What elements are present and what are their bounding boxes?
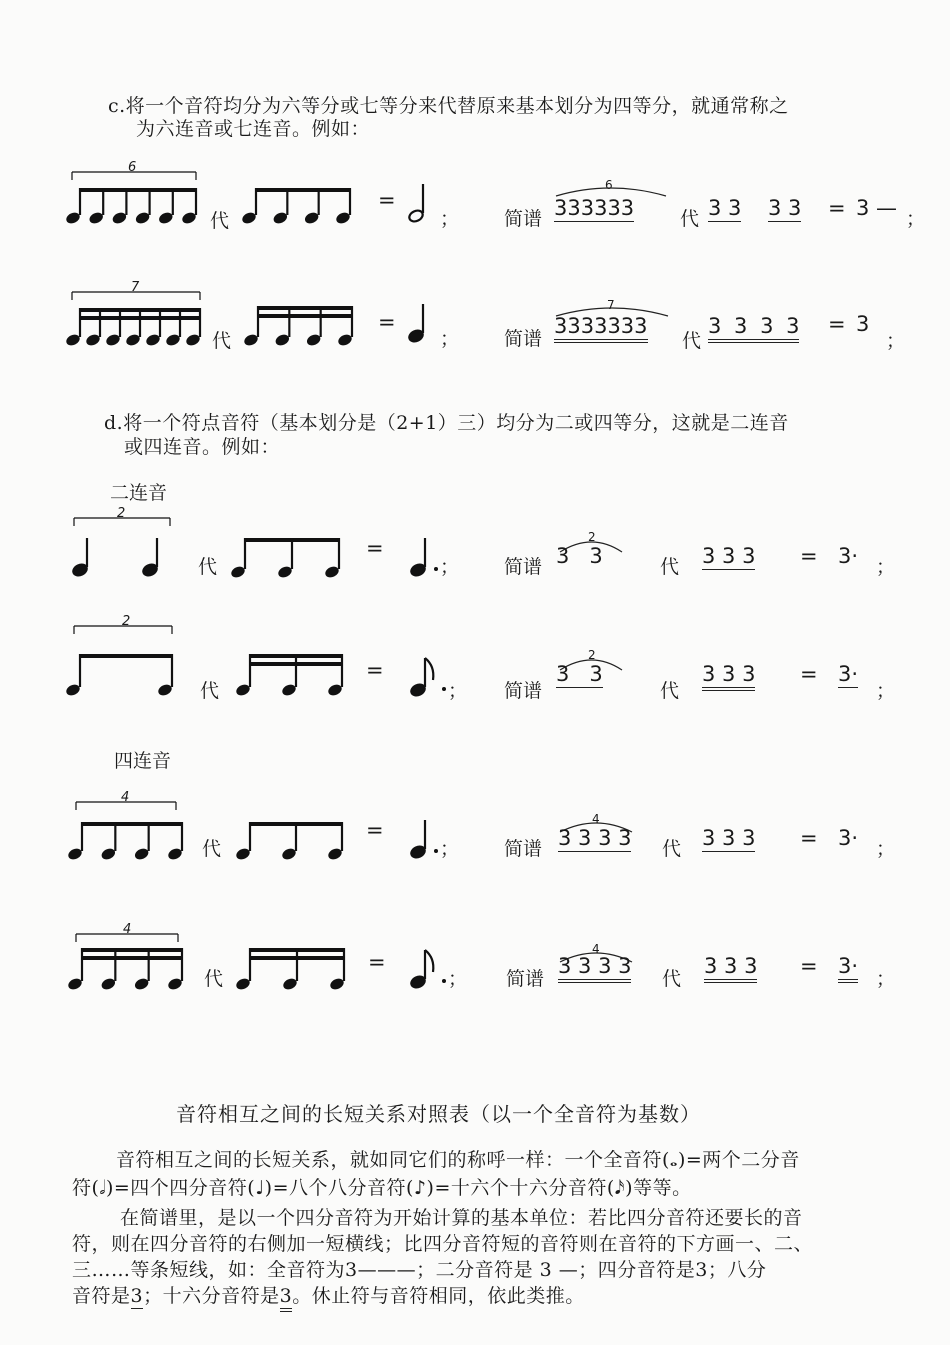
jp-r3-left: 3 3 bbox=[556, 544, 603, 568]
r1-sextuplet-note bbox=[65, 188, 82, 225]
r1-eighths-note bbox=[303, 188, 320, 225]
r2-septuplet-note bbox=[65, 308, 82, 347]
jp-tuplet-two-a: 2 bbox=[588, 530, 596, 544]
tuplet-six: 6 bbox=[128, 160, 137, 175]
dai-r5: 代 bbox=[202, 838, 222, 860]
r6-quadruplet-note bbox=[167, 948, 184, 991]
jp-r6-mid: 3 3 3 bbox=[704, 954, 757, 983]
para-d-line2: 或四连音。例如： bbox=[124, 436, 281, 458]
section-title: 音符相互之间的长短关系对照表（以一个全音符为基数） bbox=[176, 1102, 701, 1126]
body-p2-line1: 在简谱里，是以一个四分音符为开始计算的基本单位：若比四分音符还要长的音 bbox=[120, 1207, 803, 1229]
r5-quadruplet-note bbox=[133, 822, 150, 861]
sextuplet-group bbox=[80, 188, 196, 192]
jp-tuplet-six: 6 bbox=[605, 178, 613, 192]
r1-eighths-note bbox=[335, 188, 352, 225]
jp-r5-result: 3· bbox=[838, 826, 859, 850]
tuplet-two-b: 2 bbox=[122, 614, 131, 629]
r2-septuplet-note bbox=[185, 308, 202, 347]
jp-r4-left: 3 3 bbox=[556, 662, 603, 686]
jianpu-label-r4: 简谱 bbox=[504, 680, 543, 702]
label-duplet: 二连音 bbox=[110, 482, 168, 504]
tuplet-four-a: 4 bbox=[121, 790, 130, 805]
jp-r2-mid: 3 3 3 3 bbox=[708, 314, 799, 343]
tuplet-two-a: 2 bbox=[117, 506, 126, 521]
eighth-note-jianpu: 3 bbox=[130, 1285, 144, 1307]
semi-r6b: ； bbox=[876, 968, 896, 990]
jp-r1-mid-b: 3 3 bbox=[768, 196, 802, 220]
r6-quadruplet-note bbox=[100, 948, 117, 991]
body-p2-line4-c: 。休止符与音符相同，依此类推。 bbox=[292, 1285, 585, 1307]
semi-r4a: ； bbox=[448, 680, 468, 702]
r2-sixteenths-note bbox=[337, 306, 354, 347]
body-p1-line1: 音符相互之间的长短关系，就如同它们的称呼一样：一个全音符(𝅝)=两个二分音 bbox=[116, 1149, 800, 1171]
r1-sextuplet-note bbox=[134, 188, 151, 225]
r5-eighths-note bbox=[281, 822, 298, 861]
dai-jp-r4: 代 bbox=[660, 680, 680, 702]
r1-sextuplet-note bbox=[88, 188, 105, 225]
r2-septuplet-note bbox=[145, 308, 162, 347]
r2-septuplet-note bbox=[85, 308, 102, 347]
eq-jp-r4: = bbox=[800, 662, 818, 686]
semi-r2b: ； bbox=[886, 330, 906, 352]
dai-r6: 代 bbox=[204, 968, 224, 990]
jp-r6-left: 3 3 3 3 bbox=[558, 954, 631, 983]
r5-quadruplet-note bbox=[100, 822, 117, 861]
eq-r5: = bbox=[366, 818, 384, 842]
jp-r1-left: 333333 bbox=[554, 196, 635, 220]
r5-eighths-note bbox=[235, 822, 252, 861]
body-p2-line2: 符，则在四分音符的右侧加一短横线；比四分音符短的音符则在音符的下方画一、二、 bbox=[72, 1233, 814, 1255]
r4-sixteenths-note bbox=[327, 654, 344, 697]
r3-eighths-note bbox=[277, 538, 294, 579]
jianpu-label-r3: 简谱 bbox=[504, 556, 543, 578]
jp-r5-left: 3 3 3 3 bbox=[558, 826, 632, 850]
r5-quadruplet-note bbox=[167, 822, 184, 861]
body-p2-line3: 三……等条短线，如：全音符为3———；二分音符是 3 —；四分音符是3；八分 bbox=[72, 1259, 767, 1281]
dai-r3: 代 bbox=[198, 556, 218, 578]
r2-septuplet-note bbox=[125, 308, 142, 347]
semi-r2a: ； bbox=[440, 328, 460, 350]
r4-duplet-note bbox=[65, 654, 82, 697]
dai-r4: 代 bbox=[200, 680, 220, 702]
dai-jp-r6: 代 bbox=[662, 968, 682, 990]
jp-r2-left: 3333333 bbox=[554, 314, 648, 343]
jp-r5-mid: 3 3 3 bbox=[702, 826, 756, 850]
r1-eighths-note bbox=[272, 188, 289, 225]
jp-r2-result: 3 bbox=[856, 312, 870, 336]
r5-eighths-note bbox=[327, 822, 344, 861]
jp-tuplet-seven: 7 bbox=[607, 298, 615, 312]
eq-r3: = bbox=[366, 536, 384, 560]
r4-duplet-note bbox=[157, 654, 174, 697]
semi-r6a: ； bbox=[448, 968, 468, 990]
r2-sixteenths-note bbox=[305, 306, 322, 347]
r1-eighths-note bbox=[241, 188, 258, 225]
jp-tuplet-four-b: 4 bbox=[592, 942, 600, 956]
eq-jp-r6: = bbox=[800, 954, 818, 978]
semi-r3a: ； bbox=[440, 556, 460, 578]
r6-quadruplet-note bbox=[133, 948, 150, 991]
body-p1-line2: 符(𝅗𝅥)=四个四分音符(♩)=八个八分音符(♪)=十六个十六分音符(𝅘𝅥𝅯)等等。 bbox=[72, 1177, 692, 1199]
jianpu-label-r1: 简谱 bbox=[504, 208, 543, 230]
eq-jp-r1: = bbox=[828, 196, 846, 220]
semi-r5b: ； bbox=[876, 838, 896, 860]
sixteenth-note-jianpu: 3 bbox=[280, 1285, 293, 1312]
para-c-line2: 为六连音或七连音。例如： bbox=[136, 118, 371, 140]
r4-sixteenths-note bbox=[235, 654, 252, 697]
jianpu-label-r5: 简谱 bbox=[504, 838, 543, 860]
r2-septuplet-note bbox=[165, 308, 182, 347]
dai-r1: 代 bbox=[210, 210, 230, 232]
jp-tuplet-two-b: 2 bbox=[588, 648, 596, 662]
semi-r5a: ； bbox=[440, 838, 460, 860]
eq-jp-r3: = bbox=[800, 544, 818, 568]
r1-sextuplet-note bbox=[181, 188, 198, 225]
r3-eighths-note bbox=[230, 538, 247, 579]
jp-r3-result: 3· bbox=[838, 544, 859, 568]
r6-sixteenths-note bbox=[282, 948, 299, 991]
body-p2-line4-a: 音符是 bbox=[72, 1285, 131, 1307]
tuplet-seven: 7 bbox=[131, 280, 140, 295]
r6-sixteenths-note bbox=[235, 948, 252, 991]
para-c-line1: c.将一个音符均分为六等分或七等分来代替原来基本划分为四等分，就通常称之 bbox=[108, 95, 789, 117]
body-p2-line4 bbox=[72, 1284, 585, 1309]
jianpu-label-r6: 简谱 bbox=[506, 968, 545, 990]
jp-r6-result: 3· bbox=[838, 954, 858, 983]
jp-r4-mid: 3 3 3 bbox=[702, 662, 755, 691]
jianpu-label-r2: 简谱 bbox=[504, 328, 543, 350]
semi-r1b: ； bbox=[906, 208, 926, 230]
body-p2-line4-b: ；十六分音符是 bbox=[143, 1285, 280, 1307]
dai-jp-r1: 代 bbox=[680, 208, 700, 230]
r1-sextuplet-note bbox=[157, 188, 174, 225]
r5-quadruplet-note bbox=[67, 822, 84, 861]
jp-r1-mid-a: 3 3 bbox=[708, 196, 742, 220]
semi-r4b: ； bbox=[876, 680, 896, 702]
dai-r2: 代 bbox=[212, 330, 232, 352]
label-quadruplet: 四连音 bbox=[114, 750, 172, 772]
jp-r4-result: 3· bbox=[838, 662, 859, 686]
semi-r3b: ； bbox=[876, 556, 896, 578]
r2-septuplet-note bbox=[105, 308, 122, 347]
r2-sixteenths-note bbox=[274, 306, 291, 347]
eq-r4: = bbox=[366, 658, 384, 682]
dai-jp-r3: 代 bbox=[660, 556, 680, 578]
jp-r3-mid: 3 3 3 bbox=[702, 544, 756, 568]
tuplet-four-b: 4 bbox=[123, 922, 132, 937]
eq-jp-r5: = bbox=[800, 826, 818, 850]
eq-r2: = bbox=[378, 310, 396, 334]
para-d-line1: d.将一个符点音符（基本划分是（2+1）三）均分为二或四等分，这就是二连音 bbox=[104, 412, 789, 434]
r4-sixteenths-note bbox=[281, 654, 298, 697]
semi-r1a: ； bbox=[440, 208, 460, 230]
r3-eighths-note bbox=[324, 538, 341, 579]
r6-sixteenths-note bbox=[329, 948, 346, 991]
r6-quadruplet-note bbox=[67, 948, 84, 991]
r1-sextuplet-note bbox=[111, 188, 128, 225]
eq-r6: = bbox=[368, 950, 386, 974]
eq-jp-r2: = bbox=[828, 312, 846, 336]
eq-r1: = bbox=[378, 188, 396, 212]
dai-jp-r2: 代 bbox=[682, 330, 702, 352]
jp-r1-result: 3 — bbox=[856, 196, 898, 220]
r2-sixteenths-note bbox=[243, 306, 260, 347]
jp-tuplet-four-a: 4 bbox=[592, 812, 600, 826]
dai-jp-r5: 代 bbox=[662, 838, 682, 860]
